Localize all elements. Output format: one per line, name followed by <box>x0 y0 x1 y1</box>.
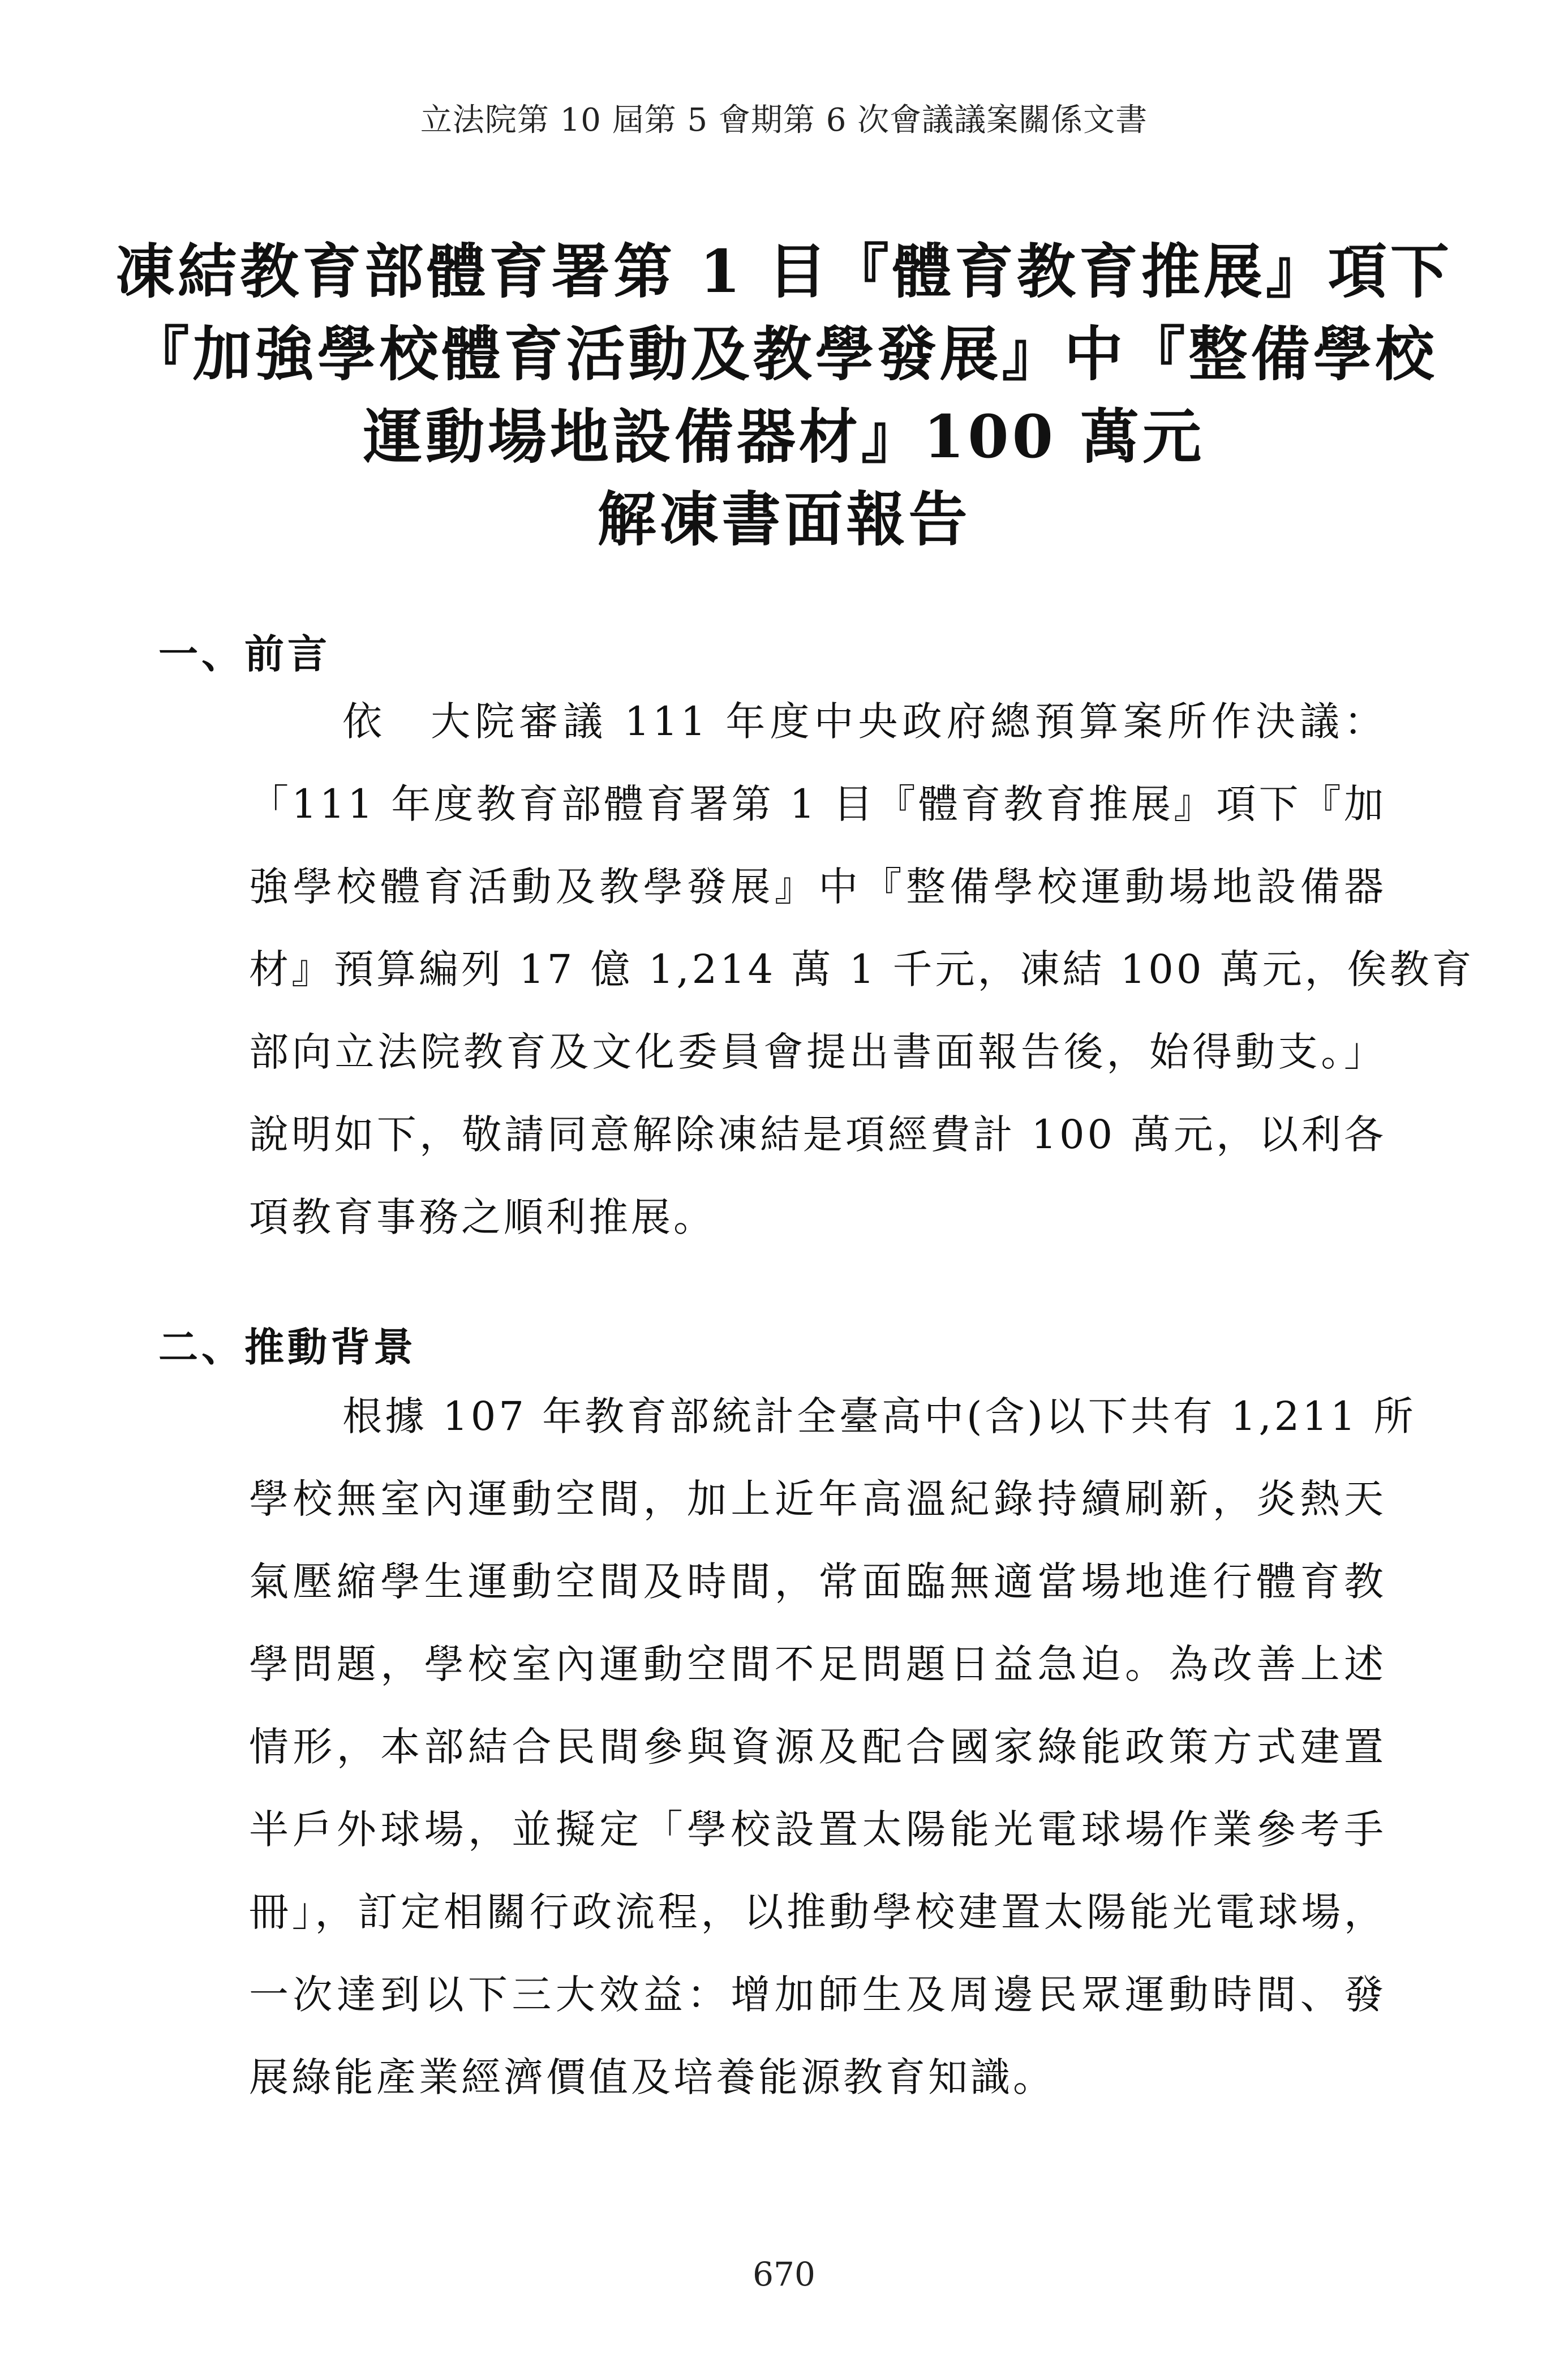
paragraph-line: 強學校體育活動及教學發展』中『整備學校運動場地設備器 <box>249 864 1386 910</box>
paragraph-line: 半戶外球場，並擬定「學校設置太陽能光電球場作業參考手 <box>249 1806 1386 1853</box>
title-line: 『加強學校體育活動及教學發展』中『整備學校 <box>130 319 1438 389</box>
paragraph-line: 氣壓縮學生運動空間及時間，常面臨無適當場地進行體育教 <box>249 1558 1386 1605</box>
paragraph-line: 材』預算編列 17 億 1,214 萬 1 千元，凍結 100 萬元，俟教育 <box>249 946 1475 993</box>
paragraph-line: 根據 107 年教育部統計全臺高中(含)以下共有 1,211 所 <box>342 1393 1416 1440</box>
title-line: 運動場地設備器材』100 萬元 <box>363 402 1205 471</box>
paragraph-line: 部向立法院教育及文化委員會提出書面報告後，始得動支。」 <box>249 1029 1386 1075</box>
paragraph-line: 一次達到以下三大效益：增加師生及周邊民眾運動時間、發 <box>249 1971 1386 2018</box>
document-header: 立法院第 10 屆第 5 會期第 6 次會議議案關係文書 <box>420 102 1148 139</box>
title-line: 解凍書面報告 <box>597 484 971 554</box>
paragraph-line: 展綠能產業經濟價值及培養能源教育知識。 <box>249 2054 1055 2100</box>
paragraph-line: 學問題，學校室內運動空間不足問題日益急迫。為改善上述 <box>249 1641 1386 1687</box>
paragraph-line: 說明如下，敬請同意解除凍結是項經費計 100 萬元，以利各 <box>249 1111 1386 1158</box>
page-number: 670 <box>753 2255 815 2293</box>
paragraph-line: 「111 年度教育部體育署第 1 目『體育教育推展』項下『加 <box>249 781 1386 827</box>
paragraph-line: 冊」，訂定相關行政流程，以推動學校建置太陽能光電球場， <box>249 1889 1386 1935</box>
paragraph-line: 學校無室內運動空間，加上近年高溫紀錄持續刷新，炎熱天 <box>249 1476 1386 1522</box>
paragraph-line: 情形，本部結合民間參與資源及配合國家綠能政策方式建置 <box>249 1724 1386 1770</box>
section-heading: 一、前言 <box>158 630 330 677</box>
section-heading: 二、推動背景 <box>158 1324 416 1371</box>
title-line: 凍結教育部體育署第 1 目『體育教育推展』項下 <box>115 237 1453 306</box>
paragraph-line: 項教育事務之順利推展。 <box>249 1194 716 1240</box>
paragraph-line: 依 大院審議 111 年度中央政府總預算案所作決議： <box>342 698 1386 745</box>
